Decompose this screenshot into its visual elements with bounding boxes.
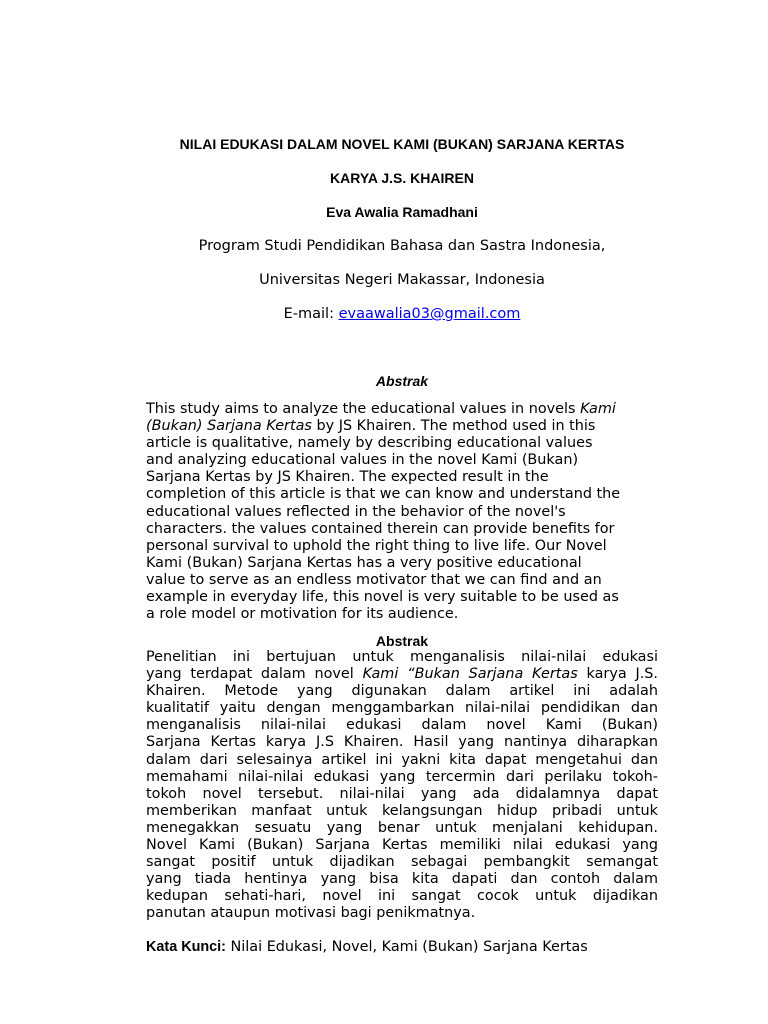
abstract-id-line: tokoh novel tersebut. nilai-nilai yang ada didalamnya dapat [146, 785, 658, 802]
abstract-heading-en: Abstrak [375, 373, 429, 389]
abstract-id-line: yang terdapat dalam novel Kami “Bukan Sarjana Kertas karya J.S. [146, 666, 658, 683]
abstract-id-line: panutan ataupun motivasi bagi penikmatnya. [146, 905, 476, 922]
abstract-en-line: article is qualitative, namely by describing educational values [146, 435, 593, 452]
abstract-en-line: Kami (Bukan) Sarjana Kertas has a very positive educational [146, 554, 582, 571]
affiliation-line2: Universitas Negeri Makassar, Indonesia [259, 272, 545, 288]
abstract-id-line: Novel Kami (Bukan) Sarjana Kertas memiliki nilai edukasi yang [146, 837, 658, 854]
abstract-id-line: memahami nilai-nilai edukasi yang tercermin dari perilaku tokoh- [146, 768, 658, 785]
keywords [146, 938, 658, 956]
keywords-label: Kata Kunci: [146, 939, 226, 955]
abstract-id-line: yang tiada hentinya yang bisa kita dapati dan contoh dalam [146, 871, 658, 888]
email-link[interactable]: evaawalia03@gmail.com [338, 306, 521, 322]
abstract-en-line: and analyzing educational values in the novel Kami (Bukan) [146, 452, 579, 469]
abstract-en-line: Sarjana Kertas by JS Khairen. The expected result in the [146, 469, 549, 486]
abstract-en-line: a role model or motivation for its audience. [146, 606, 459, 623]
abstract-id-line: dalam dari selesainya artikel ini yakni kita dapat mengetahui dan [146, 751, 658, 768]
abstract-id-line: Sarjana Kertas karya J.S Khairen. Hasil yang nantinya diharapkan [146, 734, 658, 751]
abstract-body-id [146, 649, 658, 923]
abstract-id-line: memberikan manfaat untuk kelangsungan hidup pribadi untuk [146, 802, 658, 819]
abstract-en-line: educational values reflected in the behavior of the novel's [146, 503, 566, 520]
abstract-en-line: characters. the values contained therein can provide benefits for [146, 520, 615, 537]
abstract-id-line: kualitatif yaitu dengan menggambarkan nilai-nilai pendidikan dan [146, 700, 658, 717]
email-line [146, 305, 658, 323]
abstract-id-line: menegakkan sesuatu yang benar untuk menjalani kehidupan. [146, 819, 658, 836]
abstract-en-line: example in everyday life, this novel is very suitable to be used as [146, 589, 619, 606]
abstract-id-line: Penelitian ini bertujuan untuk menganalisis nilai-nilai edukasi [146, 649, 658, 665]
affiliation-line1: Program Studi Pendidikan Bahasa dan Sastra Indonesia, [198, 238, 606, 254]
paper-title-line1: NILAI EDUKASI DALAM NOVEL KAMI (BUKAN) SARJANA KERTAS [179, 136, 625, 152]
abstract-id-line: menganalisis nilai-nilai edukasi dalam novel Kami (Bukan) [146, 717, 658, 734]
email-label: E-mail: [283, 306, 334, 322]
abstract-id-line: kedupan sehati-hari, novel ini sangat cocok untuk dijadikan [146, 888, 658, 905]
abstract-en-line: personal survival to uphold the right thing to live life. Our Novel [146, 537, 607, 554]
abstract-body-en [146, 401, 658, 623]
abstract-en-line: value to serve as an endless motivator that we can find and an [146, 571, 602, 588]
paper-title-line2: KARYA J.S. KHAIREN [330, 170, 474, 186]
keywords-value: Nilai Edukasi, Novel, Kami (Bukan) Sarjana Kertas [230, 939, 588, 955]
abstract-en-line: This study aims to analyze the educational values in novels Kami [146, 401, 616, 417]
abstract-en-line: (Bukan) Sarjana Kertas by JS Khairen. The method used in this [146, 418, 596, 435]
author-name: Eva Awalia Ramadhani [326, 204, 478, 220]
abstract-heading-id: Abstrak [375, 633, 429, 649]
abstract-id-line: Khairen. Metode yang digunakan dalam artikel ini adalah [146, 683, 658, 700]
abstract-en-line: completion of this article is that we can know and understand the [146, 486, 621, 503]
abstract-id-line: sangat positif untuk dijadikan sebagai pembangkit semangat [146, 854, 658, 871]
